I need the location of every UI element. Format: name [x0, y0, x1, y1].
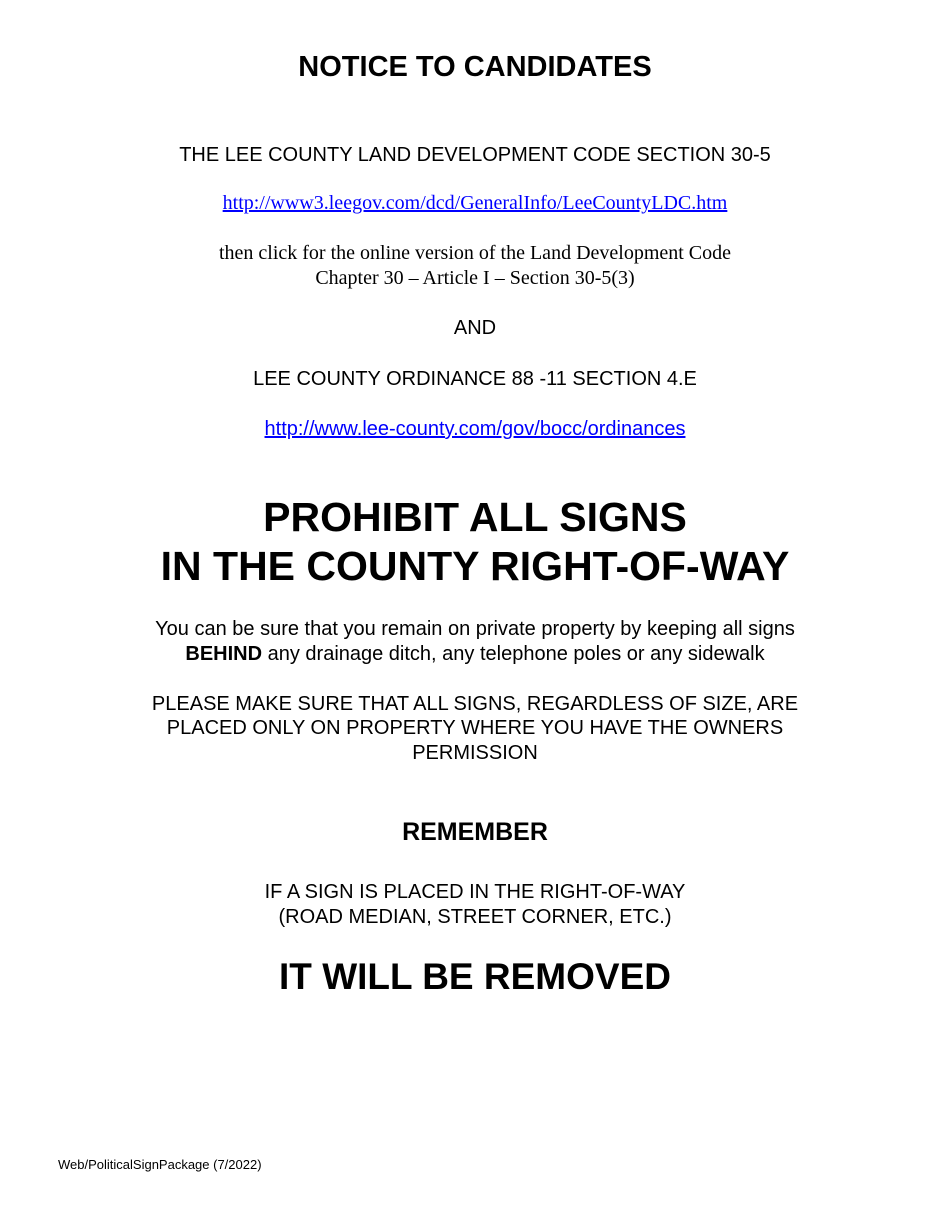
ldc-instructions-line-1: then click for the online version of the Land Development Code — [218, 242, 732, 264]
ldc-url-link[interactable]: http://www3.leegov.com/dcd/GeneralInfo/LeeCountyLDC.htm — [222, 192, 728, 214]
right-of-way-line-2: (ROAD MEDIAN, STREET CORNER, ETC.) — [278, 906, 672, 928]
footer-label: Web/PoliticalSignPackage (7/2022) — [58, 1157, 262, 1172]
page-title: NOTICE TO CANDIDATES — [298, 51, 652, 83]
permission-line-1: PLEASE MAKE SURE THAT ALL SIGNS, REGARDLESS OF SIZE, ARE — [151, 693, 799, 715]
private-property-line-2 — [0, 642, 950, 666]
permission-line-2: PLACED ONLY ON PROPERTY WHERE YOU HAVE THE OWNERS — [166, 717, 784, 739]
ordinance-link-line — [0, 417, 950, 441]
ordinance-heading: LEE COUNTY ORDINANCE 88 -11 SECTION 4.E — [253, 368, 697, 390]
remember-heading: REMEMBER — [402, 818, 548, 846]
right-of-way-line-1: IF A SIGN IS PLACED IN THE RIGHT-OF-WAY — [264, 881, 686, 903]
private-property-line-1: You can be sure that you remain on private property by keeping all signs — [155, 618, 795, 640]
ldc-instructions-line-2: Chapter 30 – Article I – Section 30-5(3) — [315, 267, 635, 289]
behind-emphasis: BEHIND — [185, 643, 263, 665]
headline-line-1: PROHIBIT ALL SIGNS — [263, 494, 687, 540]
and-separator: AND — [453, 317, 497, 339]
headline-line-2: IN THE COUNTY RIGHT-OF-WAY — [160, 543, 790, 589]
ldc-link-line — [0, 191, 950, 215]
ldc-section-heading: THE LEE COUNTY LAND DEVELOPMENT CODE SECTION 30-5 — [179, 144, 771, 166]
private-property-line-2-rest: any drainage ditch, any telephone poles or any sidewalk — [262, 643, 765, 665]
removal-warning: IT WILL BE REMOVED — [279, 956, 671, 997]
permission-line-3: PERMISSION — [412, 742, 538, 764]
ordinance-url-link[interactable]: http://www.lee-county.com/gov/bocc/ordinances — [264, 418, 686, 440]
